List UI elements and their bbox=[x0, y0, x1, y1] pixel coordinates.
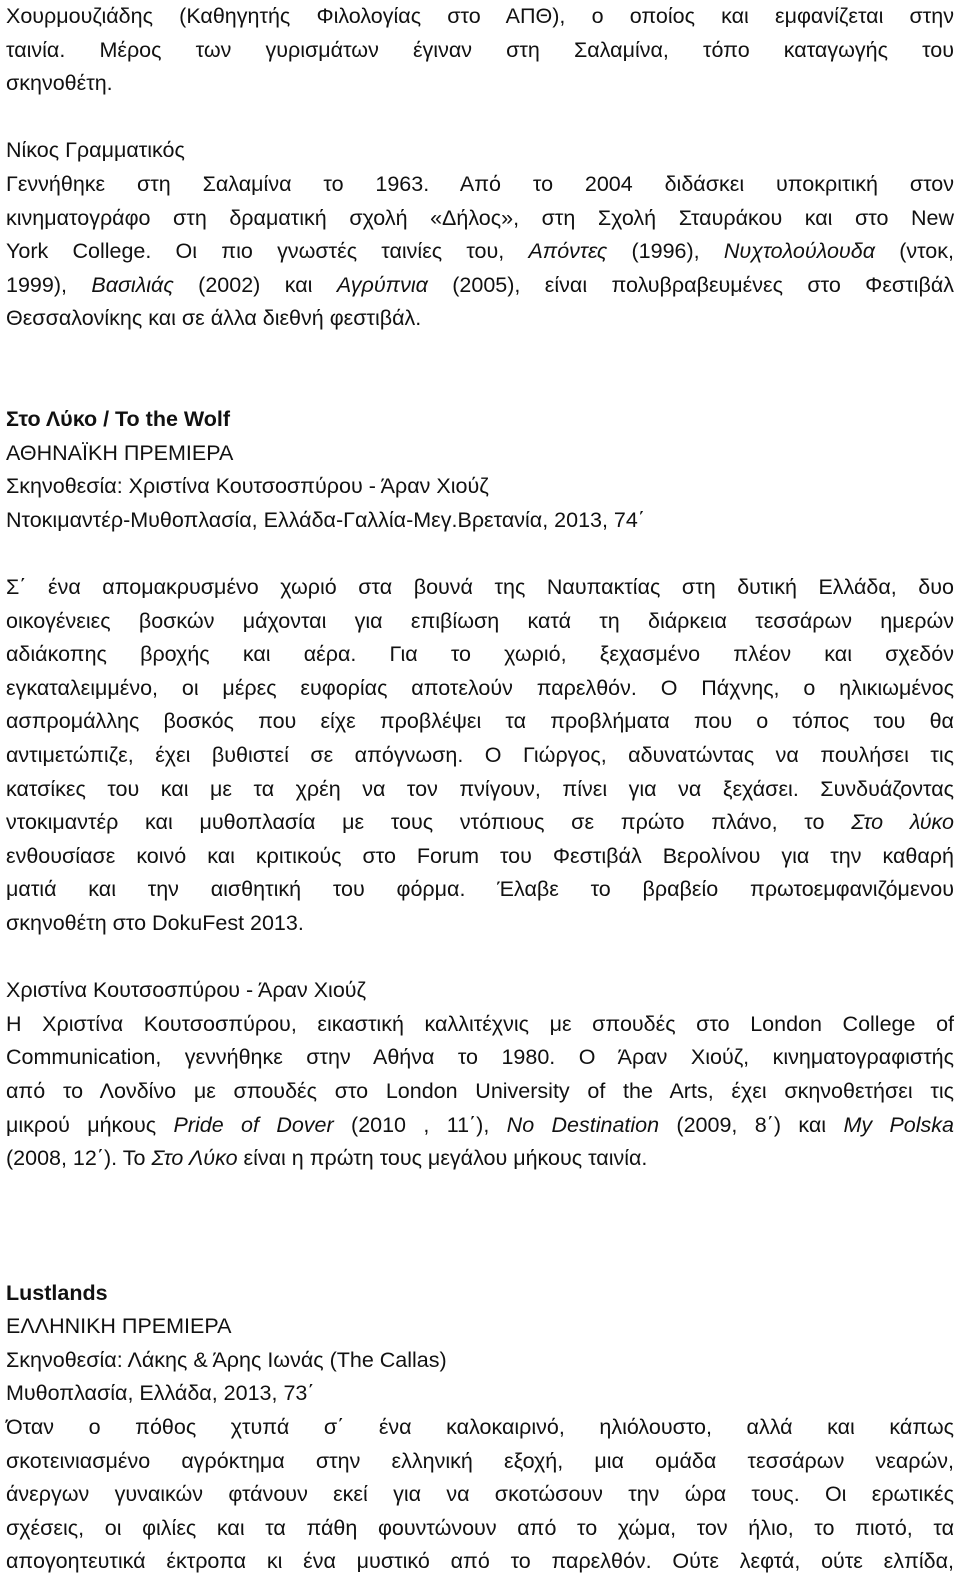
text-line: ντοκιμαντέρ και μυθοπλασία με τους ντόπιους σε πρώτο πλάνο, το Στο λύκο bbox=[6, 810, 954, 835]
text-line: αδιάκοπης βροχής και αέρα. Για το χωριό, ξεχασμένο πλέον και σχεδόν bbox=[6, 642, 954, 667]
film-title: No Destination bbox=[506, 1112, 660, 1137]
premiere-label: ΕΛΛΗΝΙΚΗ ΠΡΕΜΙΕΡΑ bbox=[6, 1314, 232, 1339]
text-line: 1999), Βασιλιάς (2002) και Αγρύπνια (2005), είναι πολυβραβευμένες στο Φεστιβάλ bbox=[6, 272, 954, 297]
text-line: ταινία. Μέρος των γυρισμάτων έγιναν στη Σαλαμίνα, τόπο καταγωγής του bbox=[6, 37, 954, 62]
text-line: σκηνοθέτη στο DokuFest 2013. bbox=[6, 911, 304, 936]
film-entry-lustlands bbox=[6, 1277, 954, 1579]
bio-directors bbox=[6, 974, 954, 1176]
film-title: Αγρύπνια bbox=[336, 272, 428, 297]
text-line: Γεννήθηκε στη Σαλαμίνα το 1963. Από το 2004 διδάσκει υποκριτική στον bbox=[6, 171, 954, 196]
bio-grammatikos bbox=[6, 134, 954, 336]
text-line: σκοτεινιασμένο αγρόκτημα στην ελληνική εξοχή, μια ομάδα τεσσάρων νεαρών, bbox=[6, 1448, 954, 1473]
film-title: Νυχτολούλουδα bbox=[723, 239, 875, 264]
film-title: My Polska bbox=[843, 1112, 954, 1137]
film-synopsis bbox=[6, 1411, 954, 1579]
film-info: Μυθοπλασία, Ελλάδα, 2013, 73΄ bbox=[6, 1381, 315, 1406]
text-line: αντιμετώπιζε, έχει βυθιστεί σε απόγνωση. Ο Γιώργος, αδυνατώντας να πουλήσει τις bbox=[6, 743, 954, 768]
text-line: οικογένειες βοσκών μάχονται για επιβίωση κατά τη διάρκεια τεσσάρων ημερών bbox=[6, 608, 954, 633]
text-line: ματιά και την αισθητική του φόρμα. Έλαβε το βραβείο πρωτοεμφανιζόμενου bbox=[6, 877, 954, 902]
film-title: Βασιλιάς bbox=[91, 272, 174, 297]
text-line: άνεργων γυναικών φτάνουν εκεί για να σκοτώσουν την ώρα τους. Οι ερωτικές bbox=[6, 1482, 954, 1507]
bio-name: Χριστίνα Κουτσοσπύρου - Άραν Χιούζ bbox=[6, 978, 367, 1003]
text-line: Communication, γεννήθηκε στην Αθήνα το 1980. Ο Άραν Χιούζ, κινηματογραφιστής bbox=[6, 1045, 954, 1070]
text-line: ενθουσίασε κοινό και κριτικούς στο Forum του Φεστιβάλ Βερολίνου για την καθαρή bbox=[6, 843, 954, 868]
film-title: Στο λύκο bbox=[851, 810, 954, 835]
direction-credit: Σκηνοθεσία: Χριστίνα Κουτσοσπύρου - Άραν Χιούζ bbox=[6, 474, 489, 499]
text-line: σκηνοθέτη. bbox=[6, 71, 113, 96]
direction-credit: Σκηνοθεσία: Λάκης & Άρης Ιωνάς (The Callas) bbox=[6, 1347, 447, 1372]
text-line: μικρού μήκους Pride of Dover (2010 , 11΄), No Destination (2009, 8΄) και My Polska bbox=[6, 1112, 954, 1137]
text-line: από το Λονδίνο με σπουδές στο London University of the Arts, έχει σκηνοθετήσει τις bbox=[6, 1079, 954, 1103]
film-synopsis bbox=[6, 571, 954, 941]
film-title-heading: Στο Λύκο / To the Wolf bbox=[6, 407, 231, 432]
film-title: Στο Λύκο bbox=[151, 1146, 238, 1171]
text-line: York College. Οι πιο γνωστές ταινίες του, Απόντες (1996), Νυχτολούλουδα (ντοκ, bbox=[6, 239, 954, 264]
bio-name: Νίκος Γραμματικός bbox=[6, 138, 185, 163]
film-title-heading: Lustlands bbox=[6, 1280, 108, 1305]
previous-section-text bbox=[6, 0, 954, 101]
text-line: απογοητευτικά έκτροπα κι ένα μυστικό από το παρελθόν. Ούτε λεφτά, ούτε ελπίδα, bbox=[6, 1549, 954, 1574]
film-entry-wolf bbox=[6, 403, 954, 941]
text-line: Η Χριστίνα Κουτσοσπύρου, εικαστική καλλιτέχνις με σπουδές στο London College of bbox=[6, 1011, 954, 1036]
text-line: κατσίκες του και με τα χρέη να τον πνίγουν, πίνει για να ξεχάσει. Συνδυάζοντας bbox=[6, 776, 954, 801]
text-line: Όταν ο πόθος χτυπά σ΄ ένα καλοκαιρινό, ηλιόλουστο, αλλά και κάπως bbox=[6, 1414, 954, 1439]
text-line: κινηματογράφο στη δραματική σχολή «Δήλος», στη Σχολή Σταυράκου και στο New bbox=[6, 205, 954, 230]
text-line: Χουρμουζιάδης (Καθηγητής Φιλολογίας στο ΑΠΘ), ο οποίος και εμφανίζεται στην bbox=[6, 4, 954, 28]
film-title: Απόντες bbox=[528, 239, 608, 264]
text-line: ασπρομάλλης βοσκός που είχε προβλέψει τα προβλήματα που ο τόπος του θα bbox=[6, 709, 954, 734]
text-line: εγκαταλειμμένο, οι μέρες ευφορίας αποτελούν παρελθόν. Ο Πάχνης, ο ηλικιωμένος bbox=[6, 675, 954, 700]
film-title: Pride of Dover bbox=[173, 1112, 334, 1137]
premiere-label: ΑΘΗΝΑΪΚΗ ΠΡΕΜΙΕΡΑ bbox=[6, 440, 234, 465]
text-line: σχέσεις, οι φιλίες και τα πάθη φουντώνουν από το χώμα, τον ήλιο, το πιοτό, τα bbox=[6, 1515, 954, 1540]
text-line: (2008, 12΄). Το Στο Λύκο είναι η πρώτη τους μεγάλου μήκους ταινία. bbox=[6, 1146, 648, 1171]
text-line: Σ΄ ένα απομακρυσμένο χωριό στα βουνά της Ναυπακτίας στη δυτική Ελλάδα, δυο bbox=[6, 575, 954, 600]
film-info: Ντοκιμαντέρ-Μυθοπλασία, Ελλάδα-Γαλλία-Μεγ.Βρετανία, 2013, 74΄ bbox=[6, 507, 646, 532]
text-line: Θεσσαλονίκης και σε άλλα διεθνή φεστιβάλ. bbox=[6, 306, 422, 331]
